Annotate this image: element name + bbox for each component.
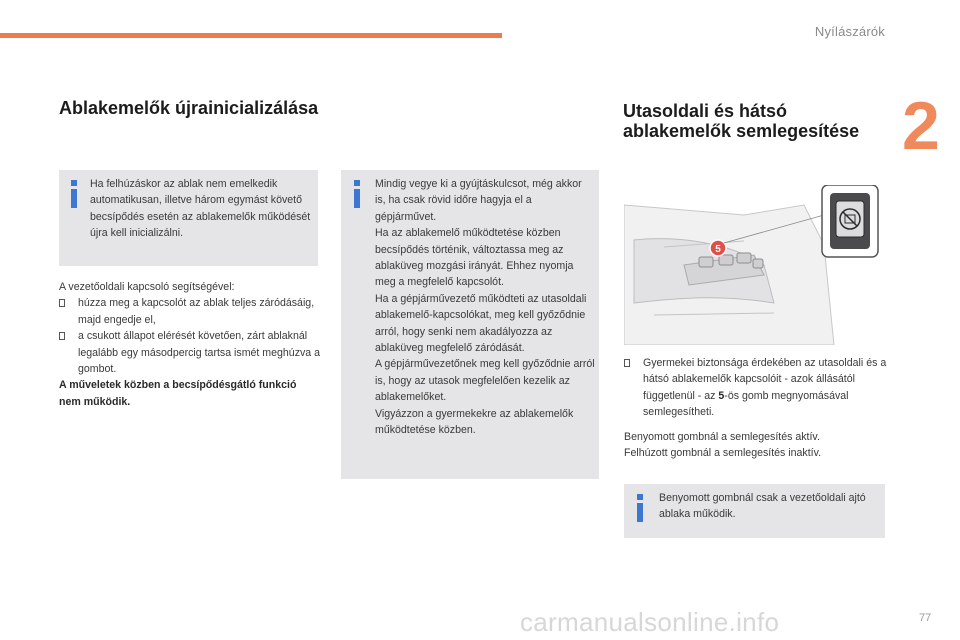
- bullet-marker-icon: [624, 359, 630, 367]
- info-box-driver: [624, 484, 885, 538]
- driver-info-text: Benyomott gombnál csak a vezetőoldali ajtó ablaka működik.: [659, 492, 866, 521]
- section-header: Nyílászárók: [814, 24, 885, 39]
- door-panel-switch-photo: [624, 185, 884, 345]
- list-item: húzza meg a kapcsolót az ablak teljes záródásáig, majd engedje el,: [59, 295, 321, 328]
- callout-label: 5: [715, 244, 721, 255]
- watermark: carmanualsonline.info: [520, 607, 780, 637]
- warning-text: A műveletek közben a becsípődésgátló funkció nem működik.: [59, 379, 297, 408]
- left-section-title: Ablakemelők újrainicializálása: [59, 98, 319, 118]
- left-body: [59, 279, 321, 410]
- intro-text: A vezetőoldali kapcsoló segítségével:: [59, 281, 235, 293]
- info-text: Ha felhúzáskor az ablak nem emelkedik automatikusan, illetve három egymást követő becsípődés esetén az ablakemelők működését újra kell inicializálni.: [90, 178, 311, 240]
- chapter-number: 2: [902, 88, 940, 164]
- status-text: Benyomott gombnál a semlegesítés aktív. Felhúzott gombnál a semlegesítés inaktív.: [624, 431, 822, 460]
- page-number: 77: [919, 612, 932, 624]
- info-box-safety: [341, 170, 599, 479]
- bullet-marker-icon: [59, 299, 65, 307]
- list-item: Gyermekei biztonsága érdekében az utasoldali és a hátsó ablakemelők kapcsolóit - azok állásától függetlenül - az 5-ös gomb megnyomásával semlegesítheti.: [624, 355, 889, 421]
- top-accent-bar: [0, 33, 502, 38]
- info-box-reinit: [59, 170, 318, 266]
- right-body: [624, 355, 889, 421]
- list-item: a csukott állapot elérését követően, zárt ablaknál legalább egy másodpercig tartsa ismét meghúzva a gombot.: [59, 328, 321, 377]
- bullet-marker-icon: [59, 332, 65, 340]
- safety-text: Mindig vegye ki a gyújtáskulcsot, még akkor is, ha csak rövid időre hagyja el a gépjárművet. Ha az ablakemelő működtetése közben becsípődés történik, változtassa meg az ablaküveg mozgási irányát. Ehhez nyomja meg a megfelelő kapcsolót. Ha a gépjárművezető működteti az utasoldali ablakemelő-kapcsolókat, meg kell győződnie arról, hogy senki nem akadályozza az ablaküveg megfelelő záródását. A gépjárművezetőnek meg kell győződnie arról is, hogy az utasok megfelelően kezelik az ablakemelőket. Vigyázzon a gyermekekre az ablakemelők működtetése közben.: [375, 178, 595, 437]
- right-section-title: Utasoldali és hátsó ablakemelők semlegesítése: [623, 101, 860, 141]
